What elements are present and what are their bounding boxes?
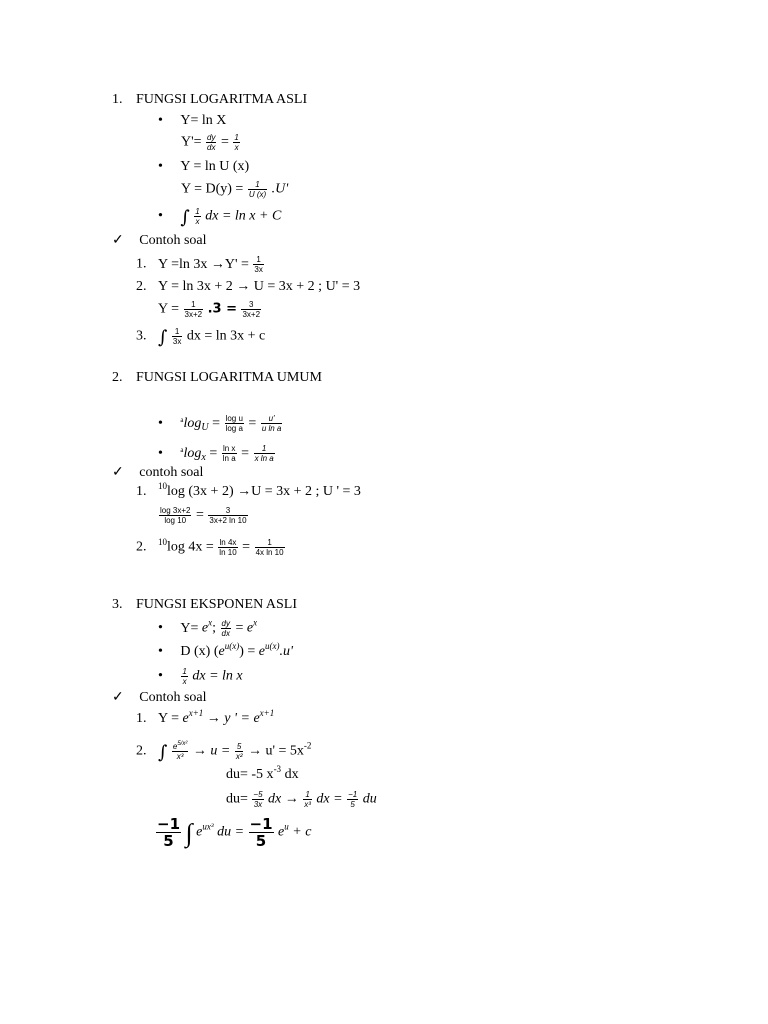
exponent: x xyxy=(253,617,258,628)
example-item xyxy=(136,327,265,347)
formula-text: du= xyxy=(226,791,248,807)
formula-text: → u' = 5x xyxy=(247,743,304,759)
exponent: x+1 xyxy=(259,708,275,718)
fraction xyxy=(248,180,267,199)
formula-text: .U' xyxy=(271,181,289,197)
log-base: 10 xyxy=(158,536,167,547)
formula-text: log xyxy=(183,446,202,461)
numerator: u' xyxy=(268,414,275,424)
formula-text: ; xyxy=(212,620,217,636)
numerator: 3 xyxy=(249,300,254,309)
example-item xyxy=(136,278,360,296)
formula-text: e xyxy=(201,620,209,636)
subscript: x xyxy=(201,452,206,463)
fraction xyxy=(194,207,200,226)
formula-text: Y =ln 3x →Y' = xyxy=(158,256,249,272)
log-base: 10 xyxy=(158,481,167,491)
bullet-icon: • xyxy=(158,208,163,224)
section-2-heading xyxy=(112,369,322,387)
numerator: 3 xyxy=(225,506,231,515)
denominator: 3x xyxy=(172,337,182,346)
final-result-line xyxy=(155,816,311,849)
integral-icon: ∫ xyxy=(180,206,190,228)
denominator: dx xyxy=(221,629,230,638)
fraction xyxy=(172,742,188,761)
bullet-line xyxy=(158,411,283,437)
formula-text: dx = ln x xyxy=(192,668,243,684)
formula-text: → u = xyxy=(192,743,231,759)
fraction xyxy=(233,133,239,152)
numerator: 1 xyxy=(255,180,260,189)
numerator: dy xyxy=(221,619,230,628)
formula-text: Y'= xyxy=(181,134,202,150)
denominator: x xyxy=(182,677,187,686)
section-3-heading xyxy=(112,596,297,614)
formula-text: dx = xyxy=(316,791,343,807)
exponent: u(x) xyxy=(224,641,240,651)
formula-text: dx = ln x + C xyxy=(205,208,282,224)
fraction xyxy=(255,538,285,557)
denominator: x ln a xyxy=(254,454,274,464)
fraction xyxy=(156,816,181,849)
formula-text: log 4x = xyxy=(167,539,214,555)
bullet-icon: • xyxy=(158,620,163,636)
denominator: x³ xyxy=(172,751,188,761)
exponent: -2 xyxy=(303,740,312,751)
numerator: 1 xyxy=(174,327,180,336)
denominator: x² xyxy=(235,752,243,761)
formula-text: Y = D(y) = xyxy=(181,181,244,197)
formula-text: Y= ln X xyxy=(180,113,227,128)
numerator: 1 xyxy=(195,207,200,216)
section-1-heading xyxy=(112,91,307,109)
check-icon: ✓ xyxy=(112,233,124,248)
denominator: x³ xyxy=(304,800,311,809)
fraction xyxy=(159,506,191,525)
exponent: u(x) xyxy=(265,641,280,651)
bullet-icon: • xyxy=(158,644,163,659)
exponent: x+1 xyxy=(188,708,204,718)
formula-text: + c xyxy=(292,824,312,840)
formula-text: e xyxy=(218,644,225,659)
fraction xyxy=(181,667,187,686)
formula-text: Y= xyxy=(180,620,199,636)
fraction xyxy=(225,414,244,433)
denominator: 3x+2 xyxy=(242,310,261,319)
exponent: -3 xyxy=(273,764,282,774)
numerator: dy xyxy=(207,133,216,142)
numerator: 1 xyxy=(305,790,310,799)
numerator: ln 4x xyxy=(219,538,237,547)
example-item xyxy=(136,255,265,274)
numerator: log u xyxy=(225,414,243,424)
bullet-line xyxy=(158,112,226,130)
fraction xyxy=(222,444,237,463)
fraction xyxy=(221,619,231,638)
formula-text: = xyxy=(248,416,257,431)
fraction xyxy=(261,414,283,433)
numerator: 5 xyxy=(236,742,242,751)
item-number: 1. xyxy=(136,484,147,499)
denominator: 5 xyxy=(347,799,358,809)
formula-text: dx xyxy=(284,767,299,782)
fraction xyxy=(172,327,182,346)
contoh-heading xyxy=(112,232,207,250)
exponent: ux³ xyxy=(202,821,214,832)
denominator: dx xyxy=(207,143,216,152)
bullet-line xyxy=(158,667,243,686)
numerator: −1 xyxy=(348,790,358,799)
section-title: FUNGSI EKSPONEN ASLI xyxy=(136,597,298,612)
check-icon: ✓ xyxy=(112,690,124,705)
item-number: 2. xyxy=(136,279,147,294)
denominator: ln a xyxy=(222,454,236,464)
numerator: 1 xyxy=(261,444,267,454)
numerator: 1 xyxy=(256,255,261,264)
formula-text: = xyxy=(242,539,251,555)
section-title: FUNGSI LOGARITMA ASLI xyxy=(136,92,308,107)
formula-text: = xyxy=(195,507,204,523)
denominator: x xyxy=(195,217,200,226)
bullet-icon: • xyxy=(158,416,163,431)
log-base: a xyxy=(180,416,184,424)
formula-text: dx → xyxy=(268,791,299,807)
denominator: 3x+2 ln 10 xyxy=(209,516,247,525)
formula-text: = xyxy=(241,446,250,461)
fraction xyxy=(184,300,204,319)
numerator: 1 xyxy=(267,538,272,547)
numerator: −5 xyxy=(253,790,263,799)
formula-text: dx = ln 3x + c xyxy=(186,328,266,344)
denominator: 5 xyxy=(156,832,181,849)
formula-text: e xyxy=(253,711,260,726)
formula-text: .u' xyxy=(279,644,294,659)
denominator: x xyxy=(234,143,239,152)
section-number: 1. xyxy=(112,92,123,107)
example-continuation xyxy=(158,506,249,525)
formula-text: = xyxy=(209,446,218,461)
formula-text: Y = ln 3x + 2 → U = 3x + 2 ; U' = 3 xyxy=(158,279,361,294)
example-item xyxy=(136,538,286,557)
formula-text: → y ' = xyxy=(206,711,250,726)
numerator: e xyxy=(172,742,178,751)
chain-rule-line xyxy=(181,180,288,199)
denominator: 5 xyxy=(249,832,274,849)
formula-text: Y = xyxy=(158,301,179,317)
fraction xyxy=(347,790,358,809)
fraction xyxy=(303,790,312,809)
formula-text: e xyxy=(196,824,203,840)
exponent: 5/x² xyxy=(177,741,188,747)
contoh-label: contoh soal xyxy=(139,465,204,480)
denominator: 4x ln 10 xyxy=(255,548,284,557)
example-item xyxy=(136,710,274,728)
bullet-line xyxy=(158,619,257,638)
integral-icon: ∫ xyxy=(185,818,193,848)
formula-text: e xyxy=(182,711,189,726)
formula-text: D (x) ( xyxy=(180,644,219,659)
log-base: a xyxy=(180,446,184,454)
bullet-icon: • xyxy=(158,446,163,461)
formula-text: e xyxy=(246,620,254,636)
item-number: 1. xyxy=(136,711,147,726)
contoh-label: Contoh soal xyxy=(139,690,207,705)
denominator: ln 10 xyxy=(219,548,237,557)
formula-text: du = xyxy=(217,824,245,840)
denominator: 3x+2 xyxy=(184,310,203,319)
du-line-2 xyxy=(226,790,377,809)
numerator: −1 xyxy=(249,815,273,833)
formula-text: Y = ln U (x) xyxy=(180,159,250,174)
bullet-line xyxy=(158,158,249,176)
exponent: u xyxy=(284,821,289,832)
fraction xyxy=(208,506,247,525)
bullet-line xyxy=(158,643,293,661)
du-line-1 xyxy=(226,766,299,784)
formula-text: log (3x + 2) →U = 3x + 2 ; U ' = 3 xyxy=(167,484,361,499)
bullet-icon: • xyxy=(158,113,163,128)
numerator: log 3x+2 xyxy=(160,506,191,515)
fraction xyxy=(206,133,216,152)
formula-text: log xyxy=(183,416,202,431)
fraction xyxy=(241,300,261,319)
fraction xyxy=(218,538,237,557)
item-number: 3. xyxy=(136,328,147,344)
contoh-label: Contoh soal xyxy=(139,233,207,248)
denominator: u ln a xyxy=(261,424,282,434)
formula-text: ) = xyxy=(239,644,256,659)
example-item xyxy=(136,483,361,501)
formula-text: e xyxy=(258,644,266,659)
denominator: log 10 xyxy=(159,515,191,525)
fraction xyxy=(235,742,244,761)
exponent: x xyxy=(208,617,213,628)
fraction xyxy=(252,790,263,809)
integral-icon: ∫ xyxy=(158,741,168,763)
denominator: log a xyxy=(225,424,243,434)
formula-text: = xyxy=(235,620,244,636)
item-number: 2. xyxy=(136,743,147,759)
item-number: 2. xyxy=(136,539,147,555)
subscript: U xyxy=(201,422,209,433)
formula-text: = xyxy=(212,416,221,431)
numerator: 1 xyxy=(234,133,239,142)
numerator: 1 xyxy=(191,300,196,309)
bullet-line xyxy=(158,207,281,227)
formula-text: du= -5 x xyxy=(226,767,274,782)
formula-text: .3 = xyxy=(207,301,237,317)
contoh-heading xyxy=(112,464,203,482)
formula-text: Y = xyxy=(158,711,179,726)
denominator: 3x xyxy=(253,800,263,809)
formula-text: = xyxy=(220,134,229,150)
contoh-heading xyxy=(112,689,207,707)
integral-icon: ∫ xyxy=(158,326,168,348)
section-title: FUNGSI LOGARITMA UMUM xyxy=(136,370,322,385)
fraction xyxy=(249,816,274,849)
section-number: 3. xyxy=(112,597,123,612)
example-continuation xyxy=(158,300,262,319)
formula-text: du xyxy=(362,791,377,807)
item-number: 1. xyxy=(136,256,147,272)
fraction xyxy=(254,444,275,463)
bullet-icon: • xyxy=(158,159,163,174)
numerator: 1 xyxy=(182,667,187,676)
numerator: −1 xyxy=(157,815,181,833)
section-number: 2. xyxy=(112,370,123,385)
derivative-line xyxy=(181,133,241,152)
bullet-icon: • xyxy=(158,668,163,684)
formula-text: e xyxy=(278,824,285,840)
denominator: U (x) xyxy=(248,190,267,199)
numerator: ln x xyxy=(222,444,236,454)
example-item xyxy=(136,742,311,762)
check-icon: ✓ xyxy=(112,465,124,480)
denominator: 3x xyxy=(254,265,263,274)
fraction xyxy=(253,255,263,274)
